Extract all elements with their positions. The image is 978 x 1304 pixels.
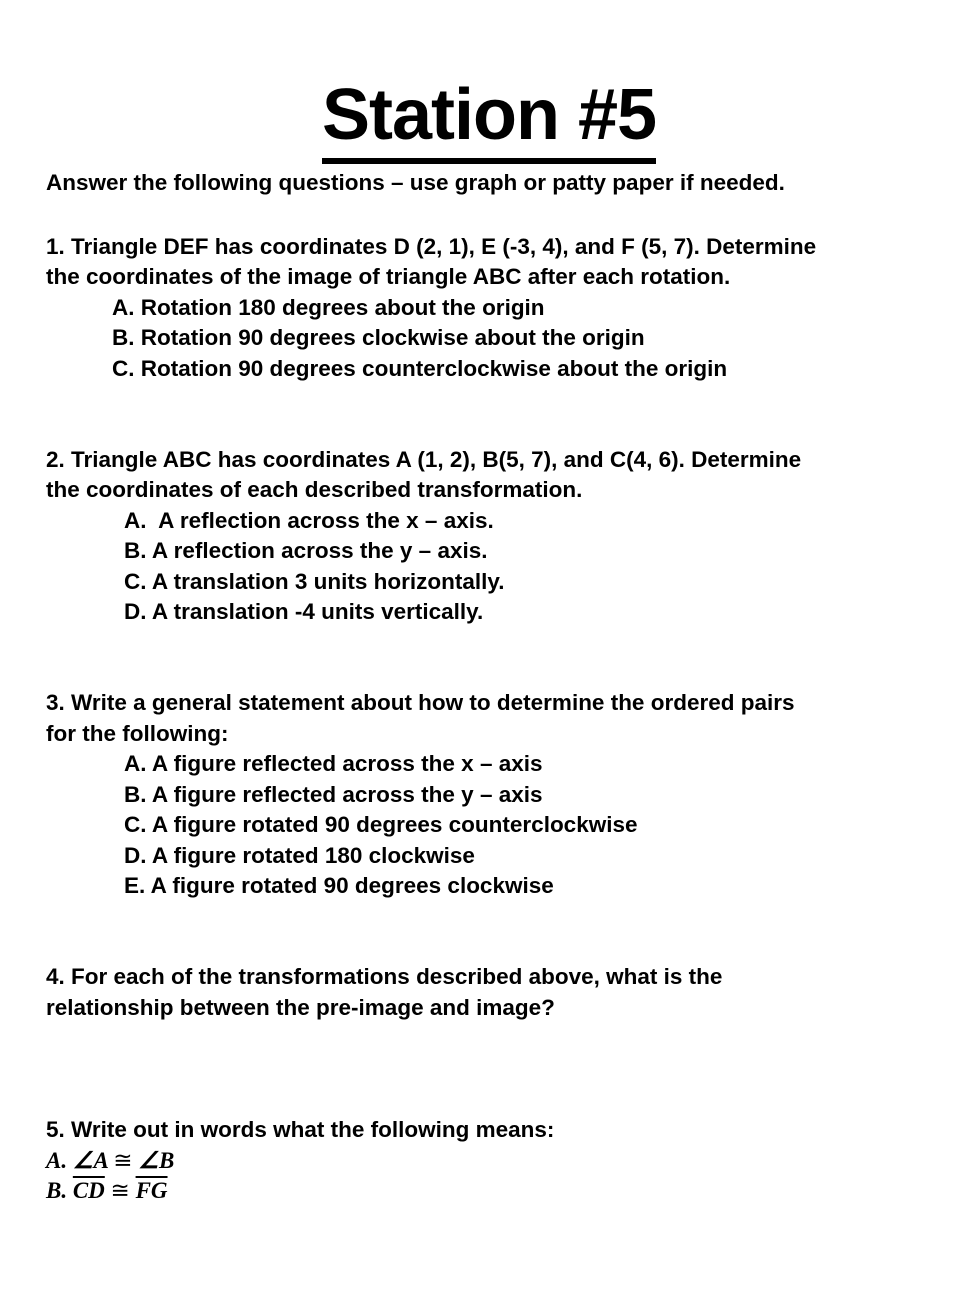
q5-a-left: ∠A [72,1148,108,1173]
congruent-symbol: ≅ [110,1178,130,1203]
q1-part-b: B. Rotation 90 degrees clockwise about the origin [112,325,645,350]
page-title: Station #5 [0,70,978,164]
q5-prompt: 5. Write out in words what the following means: [46,1117,555,1142]
q1-prompt-line1: 1. Triangle DEF has coordinates D (2, 1), E (-3, 4), and F (5, 7). Determine [46,234,817,259]
q2-part-a: A. A reflection across the x – axis. [124,508,494,533]
q5-part-a [46,1146,174,1176]
q2-part-b: B. A reflection across the y – axis. [124,538,488,563]
q3-part-b: B. A figure reflected across the y – axis [124,782,543,807]
q3-prompt-line1: 3. Write a general statement about how to determine the ordered pairs [46,690,795,715]
q1-part-c: C. Rotation 90 degrees counterclockwise about the origin [112,356,728,381]
q5-b-right-segment: $\overline{FG}$ [135,1178,168,1203]
q2-part-d: D. A translation -4 units vertically. [124,599,484,624]
q5-a-label: A. [46,1148,68,1173]
q4-prompt-line1: 4. For each of the transformations described above, what is the [46,964,723,989]
q2-prompt-line2: the coordinates of each described transformation. [46,477,583,502]
q5-b-label: B. [46,1178,68,1203]
q3-part-e: E. A figure rotated 90 degrees clockwise [124,873,554,898]
q3-prompt-line2: for the following: [46,721,229,746]
congruent-symbol: ≅ [113,1148,133,1173]
q5-part-b [46,1176,168,1206]
q5-a-right: ∠B [138,1148,175,1173]
q2-prompt-line1: 2. Triangle ABC has coordinates A (1, 2), B(5, 7), and C(4, 6). Determine [46,447,802,472]
q2-part-c: C. A translation 3 units horizontally. [124,569,505,594]
instructions: Answer the following questions – use graph or patty paper if needed. [46,170,785,195]
q1-prompt-line2: the coordinates of the image of triangle ABC after each rotation. [46,264,731,289]
q3-part-d: D. A figure rotated 180 clockwise [124,843,475,868]
q3-part-c: C. A figure rotated 90 degrees counterclockwise [124,812,638,837]
q4-prompt-line2: relationship between the pre-image and image? [46,995,555,1020]
q1-part-a: A. Rotation 180 degrees about the origin [112,295,545,320]
q3-part-a: A. A figure reflected across the x – axis [124,751,543,776]
q5-b-left-segment: $\overline{CD}$ [72,1178,105,1203]
